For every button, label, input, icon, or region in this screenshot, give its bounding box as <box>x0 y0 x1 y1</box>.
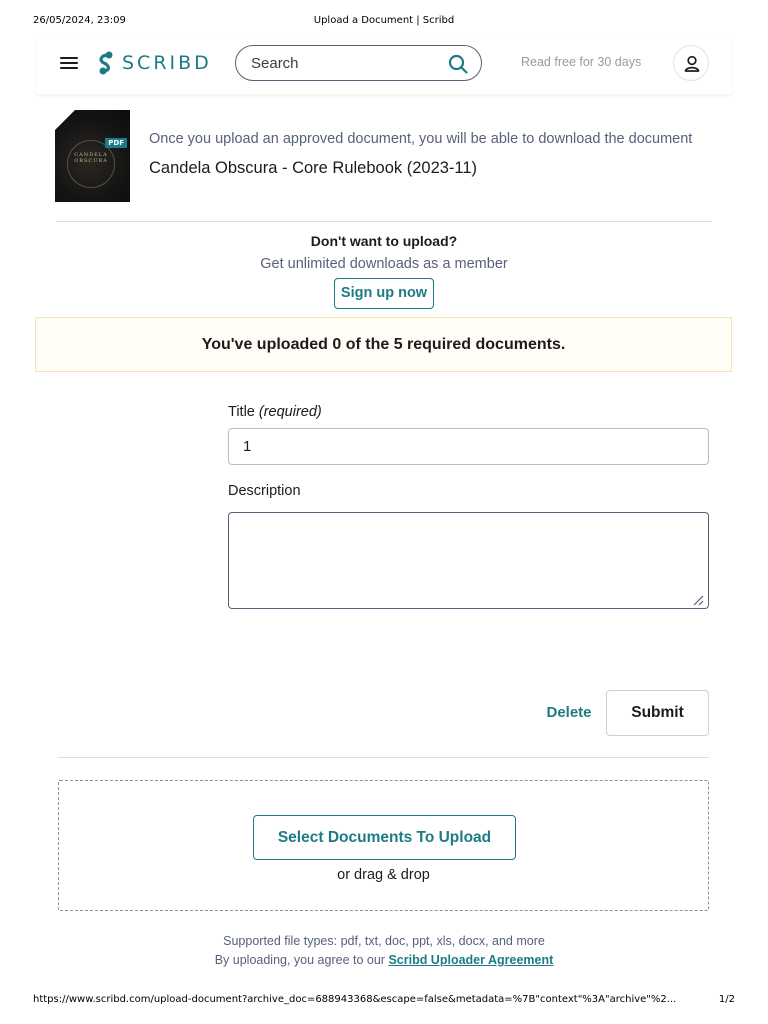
scribd-s-icon <box>96 50 116 76</box>
logo-wordmark: SCRIBD <box>122 52 212 74</box>
upload-info-note: Once you upload an approved document, you will be able to download the document <box>149 131 693 147</box>
submit-button[interactable]: Submit <box>606 690 709 736</box>
hamburger-menu-icon[interactable] <box>58 54 80 72</box>
search-icon[interactable] <box>448 54 468 74</box>
pdf-badge: PDF <box>105 138 127 148</box>
section-divider <box>56 221 712 222</box>
title-label-text: Title <box>228 404 255 420</box>
section-divider <box>58 757 709 758</box>
print-url: https://www.scribd.com/upload-document?archive_doc=688943368&escape=false&metadata=%7B"context"%3A"archive"%2... <box>33 994 677 1005</box>
print-header <box>33 15 735 29</box>
title-label <box>228 404 322 420</box>
print-page-title: Upload a Document | Scribd <box>313 15 455 26</box>
scribd-logo[interactable] <box>96 50 212 76</box>
print-datetime: 26/05/2024, 23:09 <box>33 15 126 26</box>
document-title: Candela Obscura - Core Rulebook (2023-11) <box>149 159 478 177</box>
user-icon <box>682 54 702 74</box>
uploader-agreement-link[interactable]: Scribd Uploader Agreement <box>388 953 554 967</box>
page-fold-corner <box>55 110 75 130</box>
resize-handle-icon[interactable] <box>692 594 704 606</box>
select-documents-button[interactable]: Select Documents To Upload <box>253 815 516 860</box>
description-label: Description <box>228 483 301 499</box>
top-navigation-bar <box>36 40 732 94</box>
print-page-number: 1/2 <box>718 994 735 1005</box>
supported-file-types: Supported file types: pdf, txt, doc, ppt, xls, docx, and more <box>223 934 545 948</box>
upload-requirement-notice: You've uploaded 0 of the 5 required documents. <box>35 317 732 372</box>
account-button[interactable] <box>673 45 709 81</box>
agreement-text <box>0 953 768 967</box>
title-input[interactable] <box>228 428 709 465</box>
print-footer <box>33 994 735 1008</box>
membership-question: Don't want to upload? <box>310 233 458 249</box>
membership-subtitle: Get unlimited downloads as a member <box>260 256 508 272</box>
agreement-prefix: By uploading, you agree to our <box>214 953 389 967</box>
cover-title: CANDELA OBSCURA <box>74 152 108 164</box>
sign-up-button[interactable]: Sign up now <box>334 278 434 309</box>
search-box[interactable] <box>235 45 482 81</box>
file-drop-zone[interactable] <box>58 780 709 911</box>
search-input[interactable] <box>251 54 441 72</box>
document-thumbnail <box>55 110 130 202</box>
membership-prompt <box>0 233 768 272</box>
description-textarea[interactable] <box>228 512 709 609</box>
delete-button[interactable]: Delete <box>538 701 600 725</box>
read-free-trial-link[interactable]: Read free for 30 days <box>521 55 642 69</box>
required-marker: (required) <box>258 404 322 420</box>
drag-drop-hint: or drag & drop <box>337 867 430 883</box>
